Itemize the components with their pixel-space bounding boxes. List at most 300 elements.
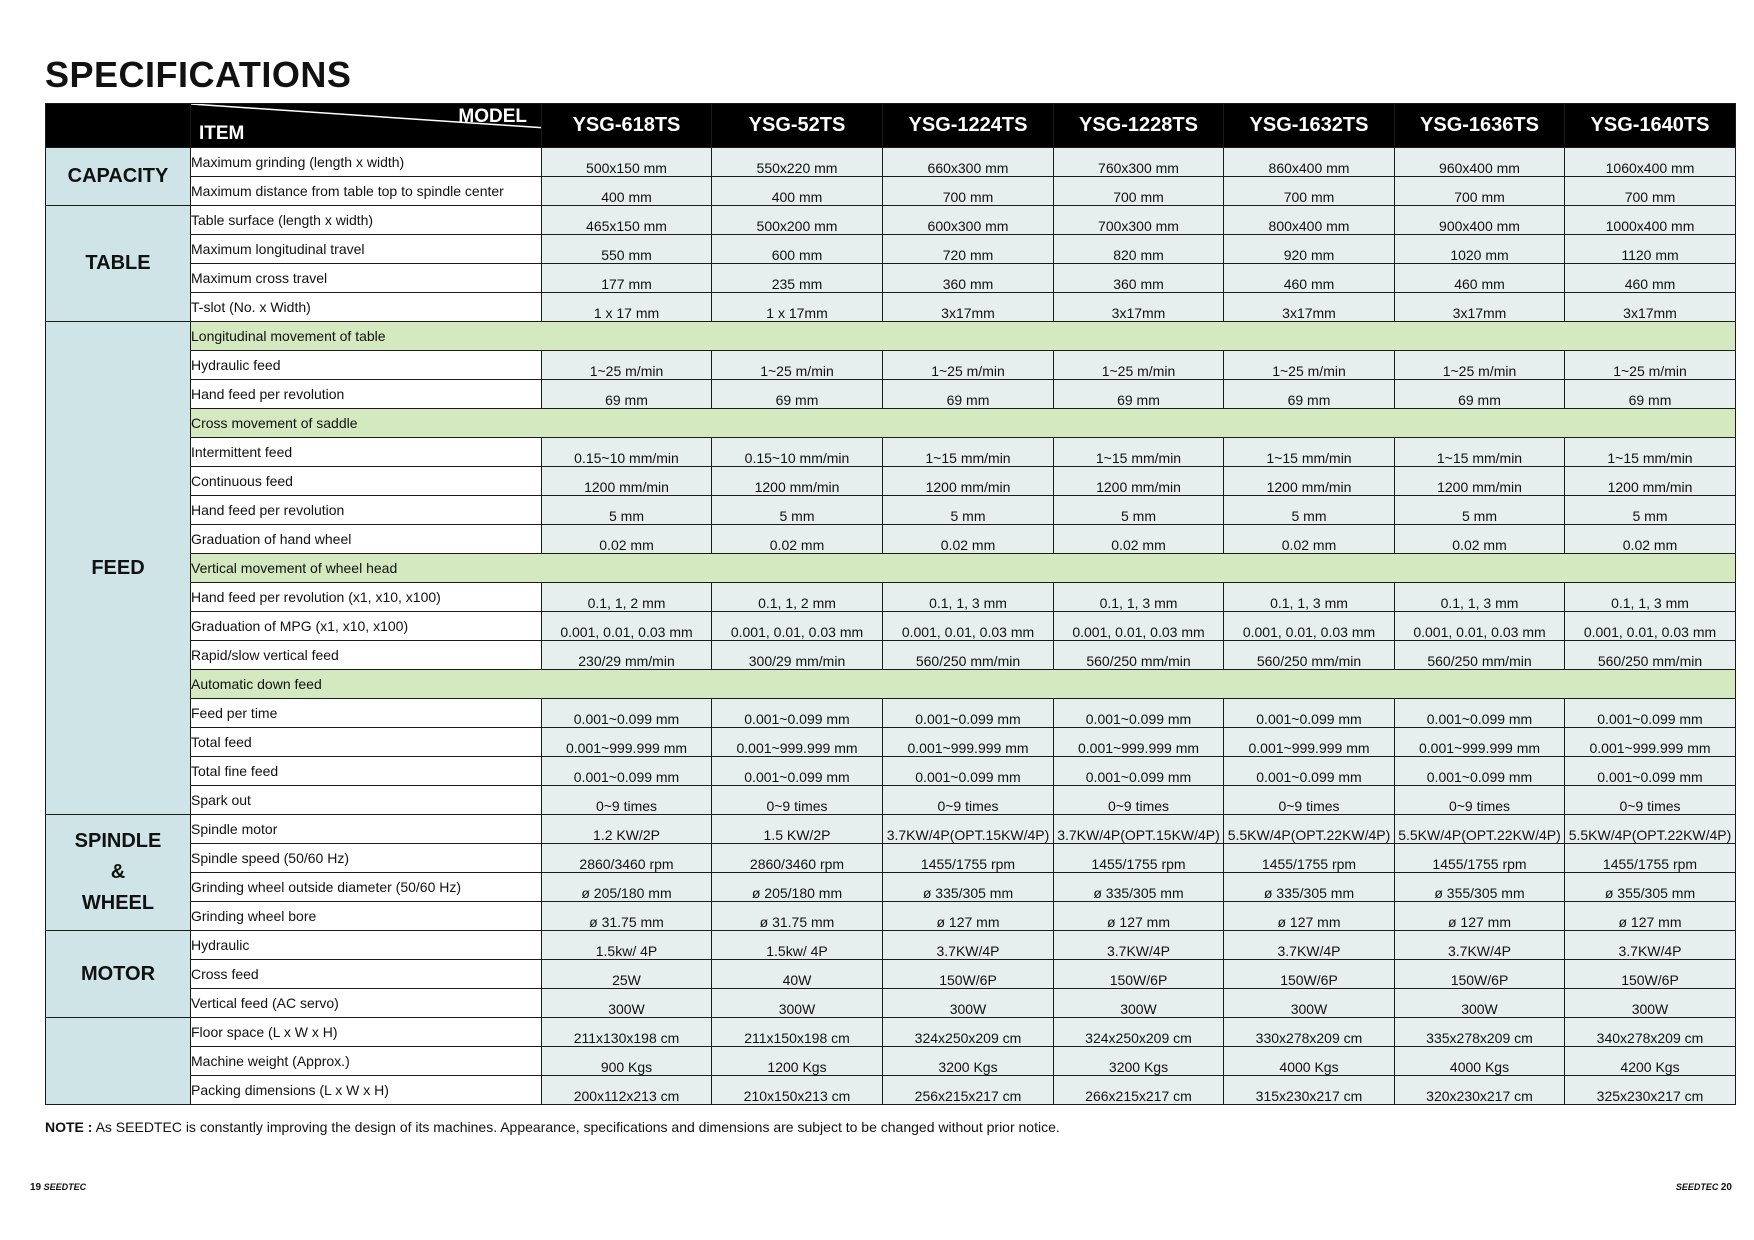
- value-cell: 700 mm: [883, 177, 1054, 206]
- value-cell: 0.02 mm: [542, 525, 712, 554]
- value-cell: 300W: [883, 989, 1054, 1018]
- value-cell: 0~9 times: [1054, 786, 1224, 815]
- value-cell: ø 127 mm: [1565, 902, 1736, 931]
- value-cell: 1455/1755 rpm: [1565, 844, 1736, 873]
- value-cell: 700 mm: [1395, 177, 1565, 206]
- table-row: [46, 931, 1736, 960]
- subheader-row: [46, 554, 1736, 583]
- value-cell: 0.001, 0.01, 0.03 mm: [883, 612, 1054, 641]
- value-cell: 4000 Kgs: [1395, 1047, 1565, 1076]
- value-cell: 5 mm: [1565, 496, 1736, 525]
- value-cell: 1.5kw/ 4P: [712, 931, 883, 960]
- row-label: Spindle motor: [191, 815, 542, 844]
- model-column-header: YSG-1228TS: [1054, 104, 1224, 148]
- value-cell: 1~25 m/min: [1054, 351, 1224, 380]
- value-cell: 1020 mm: [1395, 235, 1565, 264]
- value-cell: 0~9 times: [1565, 786, 1736, 815]
- value-cell: ø 31.75 mm: [712, 902, 883, 931]
- value-cell: 210x150x213 cm: [712, 1076, 883, 1105]
- value-cell: 0.02 mm: [883, 525, 1054, 554]
- note: [45, 1119, 1060, 1135]
- value-cell: 5 mm: [712, 496, 883, 525]
- table-row: [46, 902, 1736, 931]
- row-label: Hand feed per revolution: [191, 380, 542, 409]
- row-label: Hand feed per revolution: [191, 496, 542, 525]
- model-column-header: YSG-1632TS: [1224, 104, 1395, 148]
- value-cell: 1.5 KW/2P: [712, 815, 883, 844]
- value-cell: 0.1, 1, 3 mm: [883, 583, 1054, 612]
- row-label: Continuous feed: [191, 467, 542, 496]
- row-label: Hydraulic: [191, 931, 542, 960]
- value-cell: 0.001~0.099 mm: [712, 757, 883, 786]
- value-cell: 860x400 mm: [1224, 148, 1395, 177]
- row-label: Grinding wheel outside diameter (50/60 Hz): [191, 873, 542, 902]
- note-text: As SEEDTEC is constantly improving the design of its machines. Appearance, specifications and dimensions are subject to be changed without prior notice.: [95, 1119, 1060, 1135]
- value-cell: 211x130x198 cm: [542, 1018, 712, 1047]
- table-row: [46, 206, 1736, 235]
- value-cell: 560/250 mm/min: [1565, 641, 1736, 670]
- value-cell: 3200 Kgs: [1054, 1047, 1224, 1076]
- value-cell: 560/250 mm/min: [1224, 641, 1395, 670]
- row-label: Grinding wheel bore: [191, 902, 542, 931]
- row-label: Maximum distance from table top to spindle center: [191, 177, 542, 206]
- value-cell: 1~15 mm/min: [1224, 438, 1395, 467]
- value-cell: 1~15 mm/min: [1565, 438, 1736, 467]
- category-cell: [46, 815, 191, 931]
- value-cell: 0.001~0.099 mm: [1224, 699, 1395, 728]
- value-cell: 0.001~999.999 mm: [712, 728, 883, 757]
- value-cell: 1455/1755 rpm: [883, 844, 1054, 873]
- model-column-header: YSG-1636TS: [1395, 104, 1565, 148]
- value-cell: 3.7KW/4P: [1054, 931, 1224, 960]
- value-cell: 0.1, 1, 3 mm: [1054, 583, 1224, 612]
- subsection-header: Longitudinal movement of table: [191, 322, 1736, 351]
- value-cell: 560/250 mm/min: [1395, 641, 1565, 670]
- row-label: T-slot (No. x Width): [191, 293, 542, 322]
- value-cell: 1~15 mm/min: [883, 438, 1054, 467]
- value-cell: 0.1, 1, 3 mm: [1224, 583, 1395, 612]
- value-cell: ø 335/305 mm: [883, 873, 1054, 902]
- subsection-header: Vertical movement of wheel head: [191, 554, 1736, 583]
- value-cell: 0.001~0.099 mm: [1565, 757, 1736, 786]
- value-cell: 0.001~999.999 mm: [542, 728, 712, 757]
- value-cell: 600 mm: [712, 235, 883, 264]
- footer-right: [1676, 1182, 1732, 1193]
- value-cell: 325x230x217 cm: [1565, 1076, 1736, 1105]
- value-cell: 550 mm: [542, 235, 712, 264]
- table-row: [46, 960, 1736, 989]
- value-cell: 1200 mm/min: [1395, 467, 1565, 496]
- row-label: Hydraulic feed: [191, 351, 542, 380]
- value-cell: 1~25 m/min: [712, 351, 883, 380]
- note-label: NOTE :: [45, 1119, 93, 1135]
- value-cell: 0.15~10 mm/min: [542, 438, 712, 467]
- row-label: Rapid/slow vertical feed: [191, 641, 542, 670]
- value-cell: 1.2 KW/2P: [542, 815, 712, 844]
- table-row: [46, 525, 1736, 554]
- value-cell: 315x230x217 cm: [1224, 1076, 1395, 1105]
- table-row: [46, 380, 1736, 409]
- value-cell: 0.1, 1, 3 mm: [1395, 583, 1565, 612]
- value-cell: 340x278x209 cm: [1565, 1018, 1736, 1047]
- value-cell: 69 mm: [1054, 380, 1224, 409]
- value-cell: 1200 mm/min: [1054, 467, 1224, 496]
- subheader-row: [46, 322, 1736, 351]
- value-cell: 1 x 17 mm: [542, 293, 712, 322]
- table-row: [46, 844, 1736, 873]
- value-cell: 300W: [712, 989, 883, 1018]
- value-cell: 0~9 times: [883, 786, 1054, 815]
- row-label: Vertical feed (AC servo): [191, 989, 542, 1018]
- value-cell: 0.001~0.099 mm: [883, 699, 1054, 728]
- specifications-body: [46, 148, 1736, 1105]
- value-cell: ø 127 mm: [1395, 902, 1565, 931]
- value-cell: 69 mm: [883, 380, 1054, 409]
- value-cell: 1455/1755 rpm: [1224, 844, 1395, 873]
- model-column-header: YSG-618TS: [542, 104, 712, 148]
- category-label: CAPACITY: [67, 165, 169, 187]
- value-cell: 69 mm: [1224, 380, 1395, 409]
- value-cell: 0.001~0.099 mm: [542, 699, 712, 728]
- brand-logo-right: SEEDTEC: [1675, 1182, 1719, 1192]
- value-cell: 5 mm: [542, 496, 712, 525]
- value-cell: 500x150 mm: [542, 148, 712, 177]
- value-cell: 1 x 17mm: [712, 293, 883, 322]
- value-cell: 3200 Kgs: [883, 1047, 1054, 1076]
- value-cell: 0.001, 0.01, 0.03 mm: [1565, 612, 1736, 641]
- value-cell: 320x230x217 cm: [1395, 1076, 1565, 1105]
- page-number-right: 20: [1720, 1182, 1732, 1193]
- category-cell: [46, 206, 191, 322]
- value-cell: 211x150x198 cm: [712, 1018, 883, 1047]
- table-row: [46, 177, 1736, 206]
- value-cell: 0.001, 0.01, 0.03 mm: [1395, 612, 1565, 641]
- value-cell: 720 mm: [883, 235, 1054, 264]
- value-cell: 560/250 mm/min: [883, 641, 1054, 670]
- value-cell: 700 mm: [1565, 177, 1736, 206]
- value-cell: 3x17mm: [1395, 293, 1565, 322]
- row-label: Hand feed per revolution (x1, x10, x100): [191, 583, 542, 612]
- model-column-header: YSG-1224TS: [883, 104, 1054, 148]
- value-cell: 360 mm: [1054, 264, 1224, 293]
- value-cell: 1060x400 mm: [1565, 148, 1736, 177]
- value-cell: 760x300 mm: [1054, 148, 1224, 177]
- value-cell: 0.02 mm: [1054, 525, 1224, 554]
- value-cell: 0.02 mm: [1224, 525, 1395, 554]
- value-cell: 0.001~0.099 mm: [712, 699, 883, 728]
- value-cell: 177 mm: [542, 264, 712, 293]
- value-cell: 465x150 mm: [542, 206, 712, 235]
- row-label: Graduation of hand wheel: [191, 525, 542, 554]
- value-cell: 3x17mm: [1054, 293, 1224, 322]
- value-cell: ø 205/180 mm: [712, 873, 883, 902]
- value-cell: 0.001, 0.01, 0.03 mm: [712, 612, 883, 641]
- category-cell: [46, 931, 191, 1018]
- value-cell: 0~9 times: [712, 786, 883, 815]
- table-row: [46, 583, 1736, 612]
- table-row: [46, 612, 1736, 641]
- value-cell: 0~9 times: [1224, 786, 1395, 815]
- page-number-left: 19: [30, 1182, 42, 1193]
- model-column-header: YSG-1640TS: [1565, 104, 1736, 148]
- value-cell: 0.001~0.099 mm: [1395, 757, 1565, 786]
- value-cell: 0~9 times: [1395, 786, 1565, 815]
- value-cell: 0.001, 0.01, 0.03 mm: [1224, 612, 1395, 641]
- value-cell: 660x300 mm: [883, 148, 1054, 177]
- header-corner: [46, 104, 191, 148]
- value-cell: 0.15~10 mm/min: [712, 438, 883, 467]
- table-row: [46, 293, 1736, 322]
- row-label: Table surface (length x width): [191, 206, 542, 235]
- value-cell: 150W/6P: [883, 960, 1054, 989]
- value-cell: 0.02 mm: [712, 525, 883, 554]
- value-cell: 5 mm: [1054, 496, 1224, 525]
- value-cell: 4000 Kgs: [1224, 1047, 1395, 1076]
- category-cell: [46, 1018, 191, 1105]
- value-cell: 920 mm: [1224, 235, 1395, 264]
- value-cell: 5 mm: [1395, 496, 1565, 525]
- value-cell: 960x400 mm: [1395, 148, 1565, 177]
- category-label: MOTOR: [80, 962, 156, 985]
- value-cell: 1200 mm/min: [712, 467, 883, 496]
- value-cell: 0.001~0.099 mm: [1224, 757, 1395, 786]
- row-label: Total feed: [191, 728, 542, 757]
- row-label: Maximum grinding (length x width): [191, 148, 542, 177]
- value-cell: 69 mm: [1565, 380, 1736, 409]
- value-cell: 0.001~0.099 mm: [883, 757, 1054, 786]
- row-label: Packing dimensions (L x W x H): [191, 1076, 542, 1105]
- table-header-row: [46, 104, 1736, 148]
- page-title: SPECIFICATIONS: [45, 54, 352, 95]
- item-label: ITEM: [199, 123, 245, 144]
- value-cell: 1~25 m/min: [542, 351, 712, 380]
- value-cell: 1~15 mm/min: [1054, 438, 1224, 467]
- value-cell: 0.001, 0.01, 0.03 mm: [542, 612, 712, 641]
- value-cell: 150W/6P: [1395, 960, 1565, 989]
- table-row: [46, 641, 1736, 670]
- table-row: [46, 786, 1736, 815]
- value-cell: 1~25 m/min: [1224, 351, 1395, 380]
- value-cell: 500x200 mm: [712, 206, 883, 235]
- value-cell: 1200 mm/min: [883, 467, 1054, 496]
- category-cell: [46, 148, 191, 206]
- table-row: [46, 699, 1736, 728]
- row-label: Intermittent feed: [191, 438, 542, 467]
- row-label: Cross feed: [191, 960, 542, 989]
- table-row: [46, 1076, 1736, 1105]
- value-cell: 700x300 mm: [1054, 206, 1224, 235]
- category-label: SPINDLE: [74, 830, 162, 852]
- value-cell: ø 127 mm: [883, 902, 1054, 931]
- value-cell: 900 Kgs: [542, 1047, 712, 1076]
- value-cell: 0.001~0.099 mm: [1395, 699, 1565, 728]
- value-cell: 0.001~0.099 mm: [1565, 699, 1736, 728]
- row-label: Spindle speed (50/60 Hz): [191, 844, 542, 873]
- value-cell: 460 mm: [1224, 264, 1395, 293]
- value-cell: 330x278x209 cm: [1224, 1018, 1395, 1047]
- value-cell: 700 mm: [1224, 177, 1395, 206]
- category-label: WHEEL: [81, 892, 155, 914]
- value-cell: 1.5kw/ 4P: [542, 931, 712, 960]
- table-row: [46, 351, 1736, 380]
- value-cell: 0.1, 1, 2 mm: [712, 583, 883, 612]
- value-cell: 0.1, 1, 3 mm: [1565, 583, 1736, 612]
- value-cell: 1~25 m/min: [1565, 351, 1736, 380]
- value-cell: ø 355/305 mm: [1565, 873, 1736, 902]
- value-cell: 600x300 mm: [883, 206, 1054, 235]
- value-cell: 460 mm: [1565, 264, 1736, 293]
- value-cell: 1200 Kgs: [712, 1047, 883, 1076]
- subheader-row: [46, 670, 1736, 699]
- value-cell: 400 mm: [712, 177, 883, 206]
- value-cell: 300W: [1565, 989, 1736, 1018]
- value-cell: 0.001~999.999 mm: [1395, 728, 1565, 757]
- row-label: Machine weight (Approx.): [191, 1047, 542, 1076]
- table-row: [46, 873, 1736, 902]
- brand-logo-left: SEEDTEC: [43, 1182, 87, 1192]
- row-label: Floor space (L x W x H): [191, 1018, 542, 1047]
- value-cell: 1000x400 mm: [1565, 206, 1736, 235]
- value-cell: 3.7KW/4P: [883, 931, 1054, 960]
- value-cell: 1455/1755 rpm: [1395, 844, 1565, 873]
- category-label: &: [110, 861, 126, 883]
- value-cell: 0.001~0.099 mm: [542, 757, 712, 786]
- row-label: Feed per time: [191, 699, 542, 728]
- value-cell: 0.001~999.999 mm: [883, 728, 1054, 757]
- value-cell: ø 335/305 mm: [1054, 873, 1224, 902]
- value-cell: 0~9 times: [542, 786, 712, 815]
- value-cell: 324x250x209 cm: [883, 1018, 1054, 1047]
- value-cell: 1200 mm/min: [1565, 467, 1736, 496]
- value-cell: 150W/6P: [1565, 960, 1736, 989]
- value-cell: 4200 Kgs: [1565, 1047, 1736, 1076]
- value-cell: ø 205/180 mm: [542, 873, 712, 902]
- value-cell: 1200 mm/min: [1224, 467, 1395, 496]
- value-cell: 5.5KW/4P(OPT.22KW/4P): [1395, 815, 1565, 844]
- table-row: [46, 467, 1736, 496]
- value-cell: 3x17mm: [883, 293, 1054, 322]
- model-label: MODEL: [458, 106, 527, 127]
- table-row: [46, 728, 1736, 757]
- value-cell: 69 mm: [712, 380, 883, 409]
- value-cell: ø 335/305 mm: [1224, 873, 1395, 902]
- value-cell: 560/250 mm/min: [1054, 641, 1224, 670]
- value-cell: ø 127 mm: [1224, 902, 1395, 931]
- value-cell: 0.001~999.999 mm: [1224, 728, 1395, 757]
- value-cell: 200x112x213 cm: [542, 1076, 712, 1105]
- value-cell: 40W: [712, 960, 883, 989]
- value-cell: 230/29 mm/min: [542, 641, 712, 670]
- value-cell: 3x17mm: [1565, 293, 1736, 322]
- value-cell: 5 mm: [1224, 496, 1395, 525]
- value-cell: 2860/3460 rpm: [542, 844, 712, 873]
- table-row: [46, 1018, 1736, 1047]
- subsection-header: Automatic down feed: [191, 670, 1736, 699]
- value-cell: 0.02 mm: [1395, 525, 1565, 554]
- specifications-table: [45, 103, 1736, 1105]
- value-cell: 550x220 mm: [712, 148, 883, 177]
- value-cell: 360 mm: [883, 264, 1054, 293]
- table-row: [46, 757, 1736, 786]
- row-label: Spark out: [191, 786, 542, 815]
- category-cell: [46, 322, 191, 815]
- value-cell: 3.7KW/4P: [1565, 931, 1736, 960]
- value-cell: 5 mm: [883, 496, 1054, 525]
- value-cell: 324x250x209 cm: [1054, 1018, 1224, 1047]
- value-cell: 3.7KW/4P(OPT.15KW/4P): [883, 815, 1054, 844]
- table-row: [46, 235, 1736, 264]
- value-cell: 5.5KW/4P(OPT.22KW/4P): [1565, 815, 1736, 844]
- value-cell: ø 127 mm: [1054, 902, 1224, 931]
- value-cell: 0.001~999.999 mm: [1054, 728, 1224, 757]
- category-label: TABLE: [85, 252, 151, 274]
- value-cell: 0.1, 1, 2 mm: [542, 583, 712, 612]
- value-cell: 235 mm: [712, 264, 883, 293]
- value-cell: 700 mm: [1054, 177, 1224, 206]
- table-row: [46, 989, 1736, 1018]
- table-row: [46, 1047, 1736, 1076]
- value-cell: 1455/1755 rpm: [1054, 844, 1224, 873]
- row-label: Total fine feed: [191, 757, 542, 786]
- footer-left: [30, 1182, 86, 1193]
- value-cell: 820 mm: [1054, 235, 1224, 264]
- category-label: FEED: [91, 556, 145, 579]
- value-cell: 400 mm: [542, 177, 712, 206]
- value-cell: 69 mm: [1395, 380, 1565, 409]
- value-cell: ø 355/305 mm: [1395, 873, 1565, 902]
- subsection-header: Cross movement of saddle: [191, 409, 1736, 438]
- subheader-row: [46, 409, 1736, 438]
- value-cell: 150W/6P: [1224, 960, 1395, 989]
- value-cell: 25W: [542, 960, 712, 989]
- value-cell: 0.001, 0.01, 0.03 mm: [1054, 612, 1224, 641]
- value-cell: 1~15 mm/min: [1395, 438, 1565, 467]
- value-cell: 2860/3460 rpm: [712, 844, 883, 873]
- model-column-header: YSG-52TS: [712, 104, 883, 148]
- value-cell: 150W/6P: [1054, 960, 1224, 989]
- value-cell: 0.001~0.099 mm: [1054, 699, 1224, 728]
- value-cell: 69 mm: [542, 380, 712, 409]
- value-cell: 300W: [1054, 989, 1224, 1018]
- value-cell: 0.001~0.099 mm: [1054, 757, 1224, 786]
- value-cell: 1120 mm: [1565, 235, 1736, 264]
- value-cell: 300W: [1395, 989, 1565, 1018]
- value-cell: 3.7KW/4P: [1224, 931, 1395, 960]
- row-label: Maximum cross travel: [191, 264, 542, 293]
- value-cell: 1200 mm/min: [542, 467, 712, 496]
- value-cell: 460 mm: [1395, 264, 1565, 293]
- value-cell: 900x400 mm: [1395, 206, 1565, 235]
- table-row: [46, 148, 1736, 177]
- row-label: Maximum longitudinal travel: [191, 235, 542, 264]
- value-cell: ø 31.75 mm: [542, 902, 712, 931]
- value-cell: 3x17mm: [1224, 293, 1395, 322]
- value-cell: 3.7KW/4P(OPT.15KW/4P): [1054, 815, 1224, 844]
- table-row: [46, 438, 1736, 467]
- value-cell: 800x400 mm: [1224, 206, 1395, 235]
- value-cell: 3.7KW/4P: [1395, 931, 1565, 960]
- value-cell: 300W: [1224, 989, 1395, 1018]
- value-cell: 266x215x217 cm: [1054, 1076, 1224, 1105]
- table-row: [46, 264, 1736, 293]
- value-cell: 335x278x209 cm: [1395, 1018, 1565, 1047]
- value-cell: 256x215x217 cm: [883, 1076, 1054, 1105]
- value-cell: 1~25 m/min: [883, 351, 1054, 380]
- table-row: [46, 815, 1736, 844]
- value-cell: 1~25 m/min: [1395, 351, 1565, 380]
- model-item-header: [191, 104, 542, 148]
- value-cell: 0.001~999.999 mm: [1565, 728, 1736, 757]
